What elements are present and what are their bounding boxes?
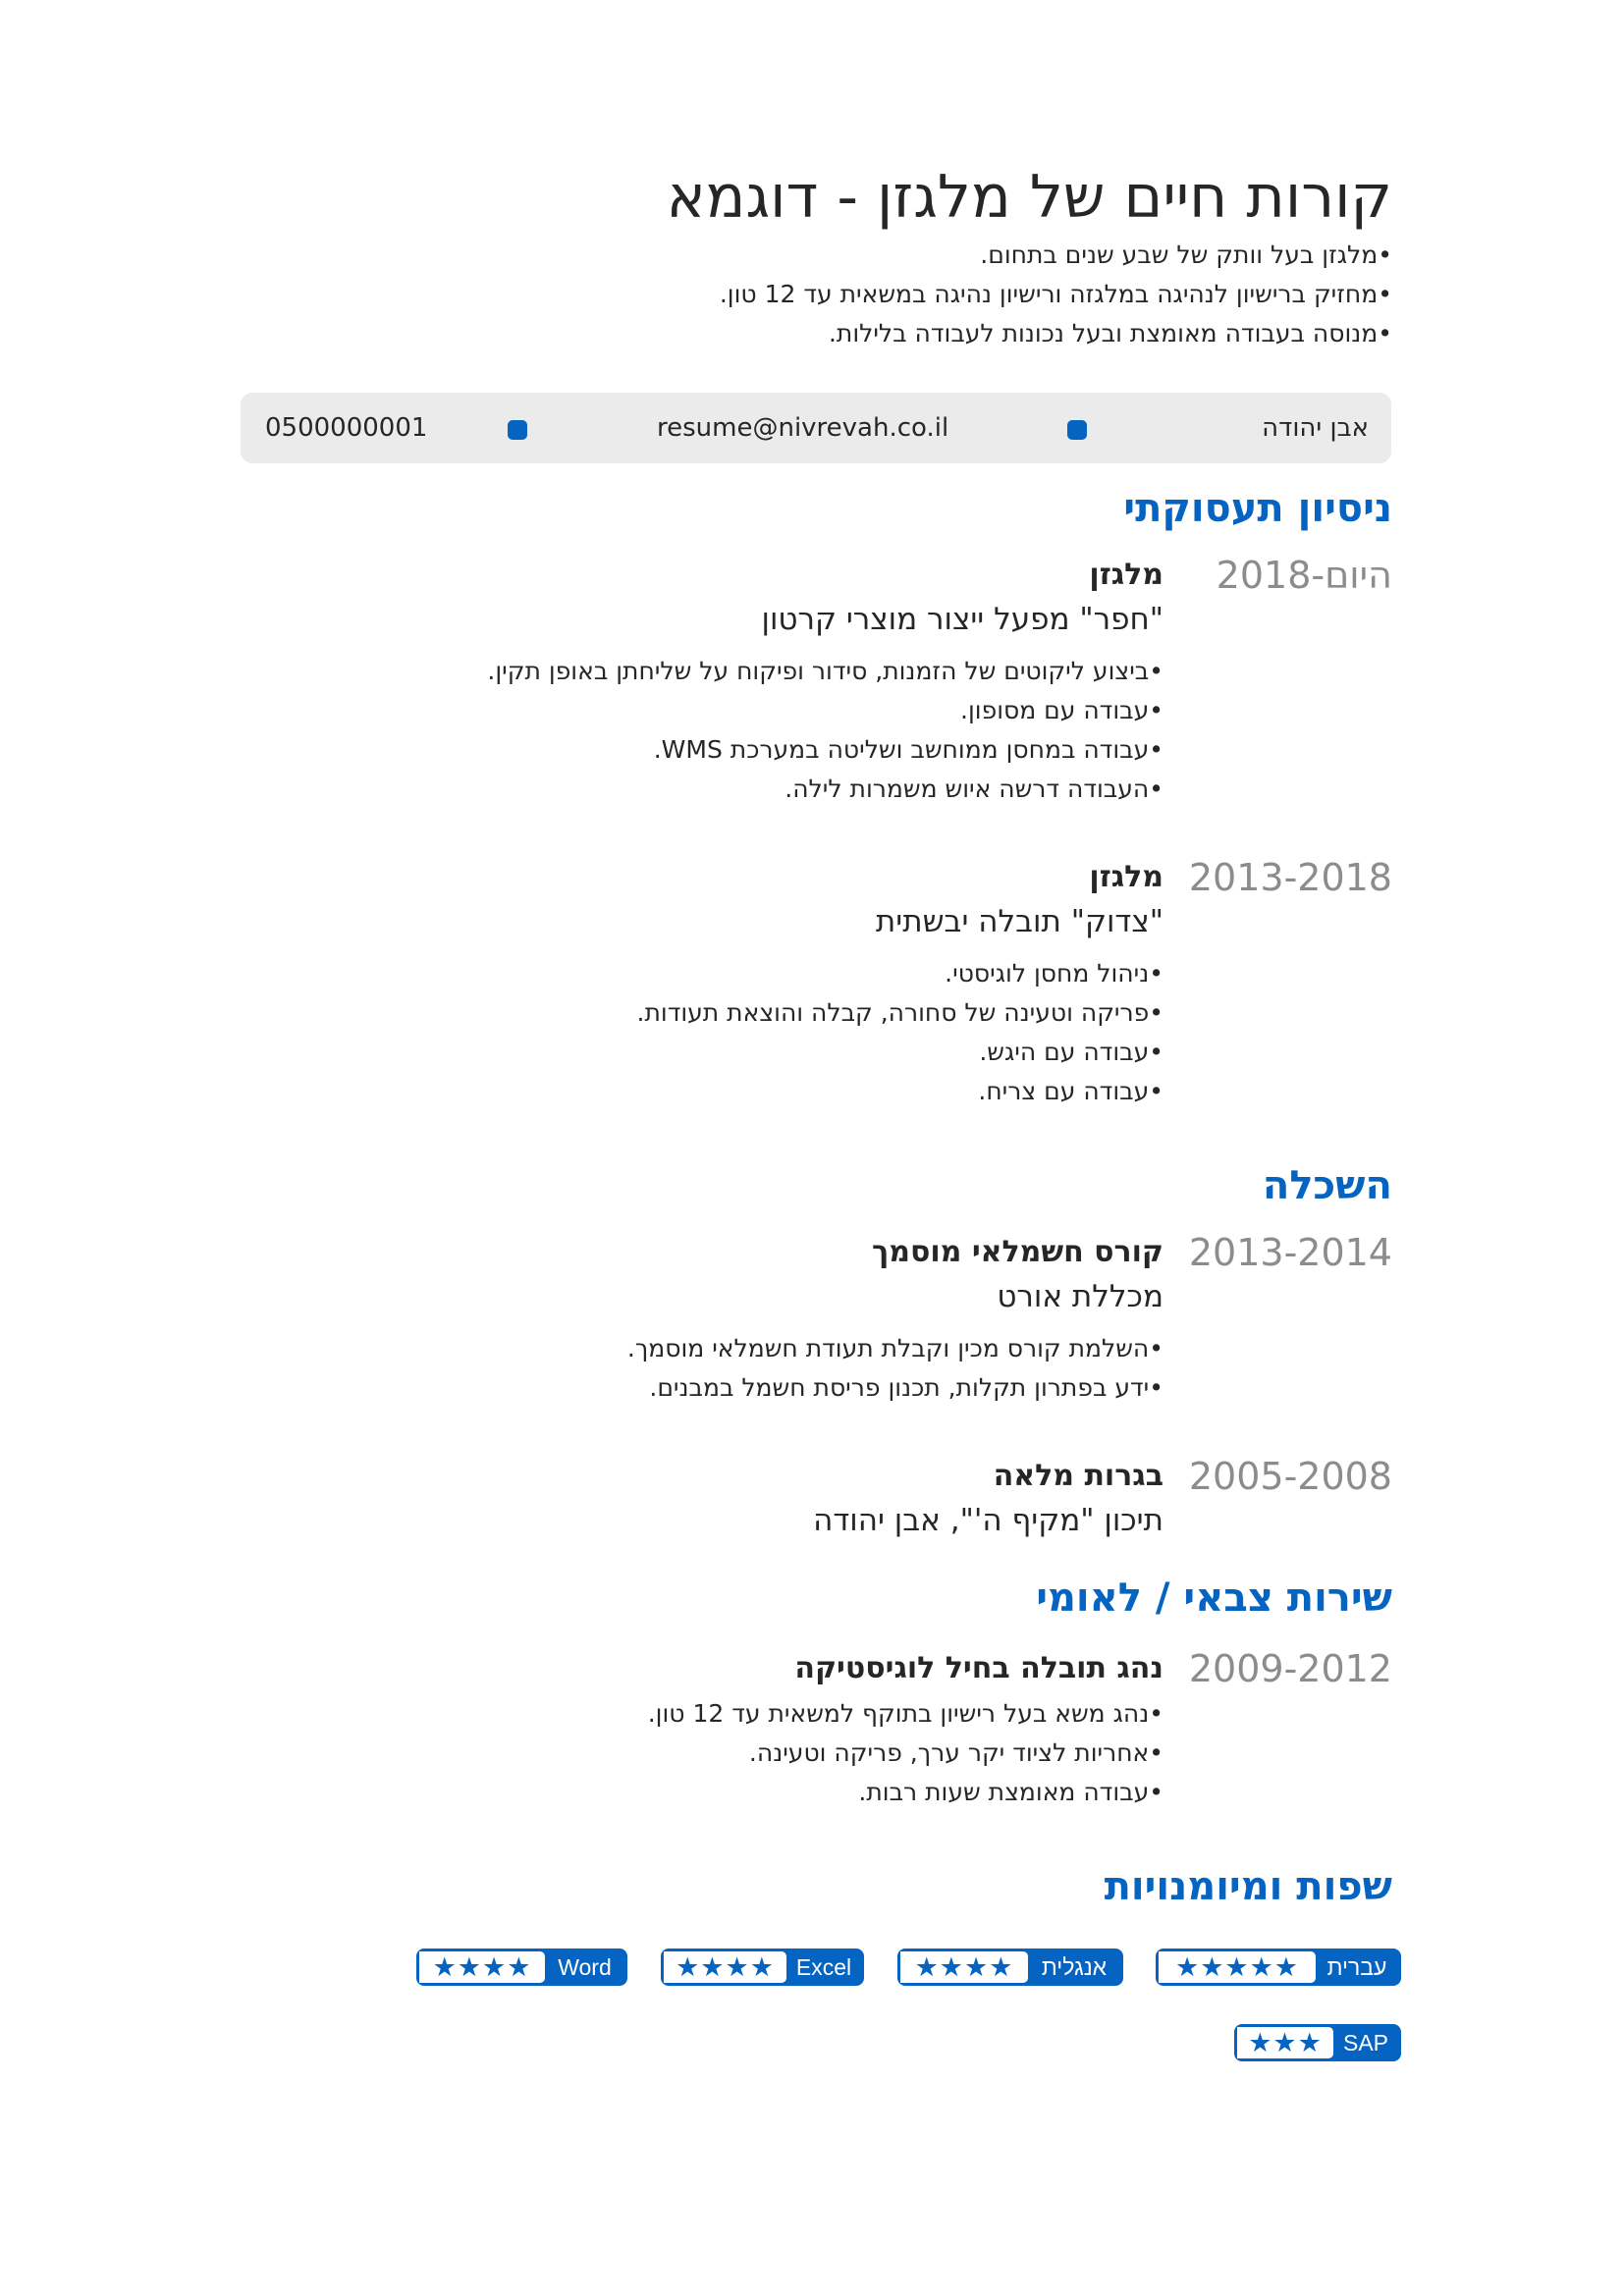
entry-org: "צדוק" תובלה יבשתית — [875, 904, 1163, 939]
entry-years: 2013-2018 — [1188, 856, 1392, 899]
star-rating-icon: ★★★★ — [664, 1951, 786, 1983]
skill-badge — [897, 1949, 1123, 1986]
bullet-item: • ניהול מחסן לוגיסטי. — [637, 954, 1164, 993]
entry-years: 2005-2008 — [1188, 1455, 1392, 1498]
summary-item: • מלגזן בעל וותק של שבע שנים בתחום. — [720, 236, 1392, 275]
bullet-item: • עבודה עם צריח. — [637, 1072, 1164, 1111]
skill-name: Word — [558, 1953, 612, 1980]
entry-years: 2013-2014 — [1188, 1231, 1392, 1274]
bullet-item: • אחריות לציוד יקר ערך, פריקה וטעינה. — [648, 1734, 1163, 1773]
bullet-item: • ביצוע ליקוטים של הזמנות, סידור ופיקוח על שליחתן באופן תקין. — [487, 652, 1163, 691]
star-rating-icon: ★★★★ — [419, 1951, 545, 1983]
bullet-item: • עבודה עם מסופון. — [487, 691, 1163, 730]
contact-bar — [241, 393, 1391, 463]
entry-body — [637, 856, 1164, 1111]
bullet-item: • נהג משא בעל רישיון בתוקף למשאית עד 12 טון. — [648, 1694, 1163, 1734]
entry-body — [648, 1647, 1163, 1812]
entry-years: 2009-2012 — [1188, 1647, 1392, 1690]
separator-dot-icon — [508, 420, 527, 440]
skill-badge — [1156, 1949, 1401, 1986]
contact-email[interactable]: resume@nivrevah.co.il — [657, 413, 949, 443]
entry-years: 2018-היום — [1216, 554, 1392, 597]
skill-name: אנגלית — [1041, 1953, 1108, 1980]
page-title: קורות חיים של מלגזן - דוגמא — [666, 163, 1392, 232]
entry-body — [487, 554, 1163, 809]
entry-org: "חפר" מפעל ייצור מוצרי קרטון — [761, 602, 1163, 637]
bullet-item: • השלמת קורס מכין וקבלת תעודת חשמלאי מוסמך. — [627, 1329, 1163, 1368]
section-title-service: שירות צבאי / לאומי — [1036, 1575, 1392, 1621]
summary-item: • מנוסה בעבודה מאומצת ובעל נכונות לעבודה בלילות. — [720, 314, 1392, 353]
skill-badge — [1234, 2024, 1401, 2061]
star-rating-icon: ★★★ — [1237, 2027, 1333, 2058]
bullet-item: • פריקה וטעינה של סחורה, קבלה והוצאת תעודות. — [637, 993, 1164, 1033]
entry-bullets — [627, 1329, 1163, 1408]
bullet-item: • עבודה מאומצת שעות רבות. — [648, 1773, 1163, 1812]
bullet-item: • העבודה דרשה איוש משמרות לילה. — [487, 770, 1163, 809]
star-rating-icon: ★★★★ — [900, 1951, 1028, 1983]
skill-name: SAP — [1342, 2029, 1389, 2056]
entry-org: תיכון "מקיף ה'", אבן יהודה — [813, 1503, 1163, 1538]
entry-body — [627, 1231, 1163, 1408]
entry-body — [813, 1455, 1163, 1543]
skill-name: Excel — [795, 1953, 852, 1980]
summary-list — [720, 236, 1392, 353]
summary-item: • מחזיק ברישיון לנהיגה במלגזה ורישיון נהיגה במשאית עד 12 טון. — [720, 275, 1392, 314]
bullet-item: • ידע בפתרון תקלות, תכנון פריסת חשמל במבנים. — [627, 1368, 1163, 1408]
entry-bullets — [487, 652, 1163, 809]
entry-role: מלגזן — [1089, 860, 1163, 894]
separator-dot-icon — [1067, 420, 1087, 440]
entry-org: מכללת אורט — [997, 1279, 1163, 1314]
skill-badge — [661, 1949, 864, 1986]
entry-bullets — [648, 1694, 1163, 1812]
section-title-skills: שפות ומיומנויות — [1104, 1864, 1392, 1909]
contact-city: אבן יהודה — [1262, 413, 1369, 443]
star-rating-icon: ★★★★★ — [1159, 1951, 1316, 1983]
contact-phone[interactable]: 0500000001 — [265, 413, 428, 443]
bullet-item: • עבודה במחסן ממוחשב ושליטה במערכת WMS. — [487, 730, 1163, 770]
entry-role: קורס חשמלאי מוסמך — [871, 1235, 1163, 1269]
entry-bullets — [637, 954, 1164, 1111]
section-title-education: השכלה — [1262, 1163, 1392, 1208]
entry-role: מלגזן — [1089, 558, 1163, 592]
entry-role: בגרות מלאה — [993, 1459, 1163, 1493]
bullet-item: • עבודה עם היגש. — [637, 1033, 1164, 1072]
skill-name: עברית — [1326, 1953, 1387, 1980]
skill-badge — [416, 1949, 627, 1986]
entry-role: נהג תובלה בחיל לוגיסטיקה — [794, 1651, 1163, 1685]
section-title-experience: ניסיון תעסוקתי — [1123, 486, 1392, 531]
